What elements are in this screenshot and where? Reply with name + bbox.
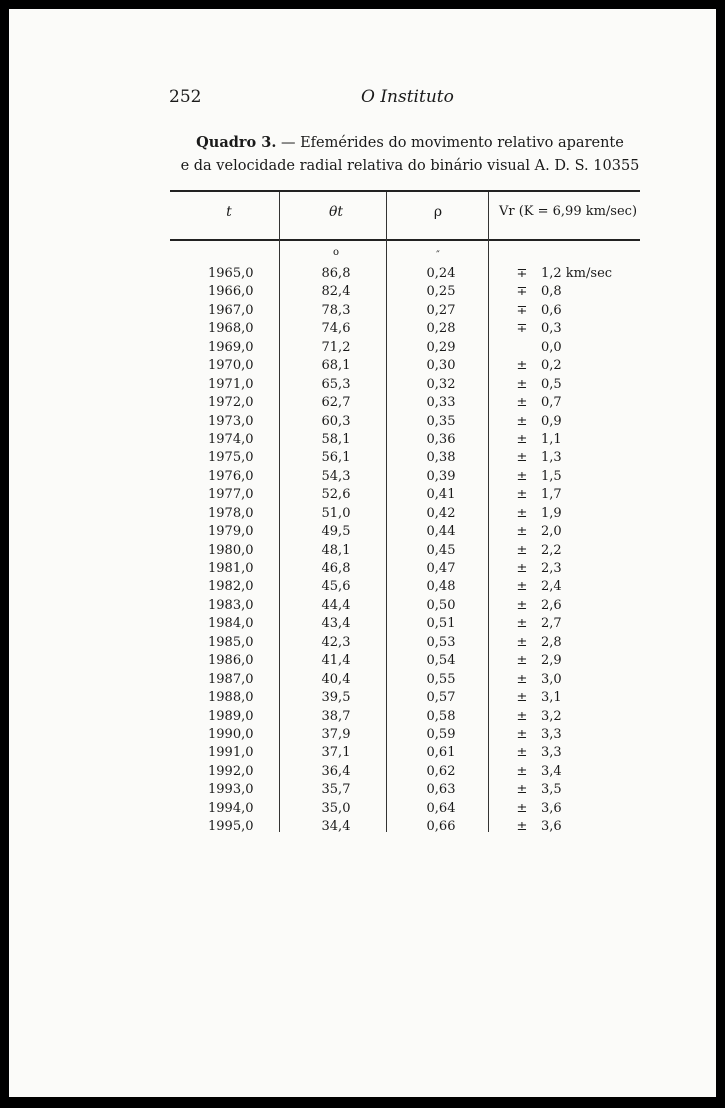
cell-vr: 1,9 [541, 505, 562, 521]
cell-vr: 3,1 [541, 690, 562, 706]
cell-rho: 0,45 [426, 542, 456, 558]
table-row [170, 597, 640, 615]
cell-t: 1971,0 [208, 376, 254, 392]
cell-vr: 0,6 [541, 302, 562, 318]
table-row [170, 283, 640, 301]
cell-sign: ± [516, 413, 528, 429]
cell-rho: 0,57 [426, 690, 456, 706]
cell-t: 1966,0 [208, 284, 254, 300]
cell-rho: 0,66 [426, 819, 456, 835]
cell-t: 1990,0 [208, 726, 254, 742]
cell-vr: 1,5 [541, 468, 562, 484]
cell-rho: 0,36 [426, 431, 456, 447]
cell-theta: 78,3 [321, 302, 351, 318]
cell-rho: 0,30 [426, 358, 456, 374]
cell-sign: ± [516, 726, 528, 742]
cell-rho: 0,38 [426, 450, 456, 466]
cell-theta: 43,4 [321, 616, 351, 632]
cell-t: 1991,0 [208, 745, 254, 761]
cell-rho: 0,42 [426, 505, 456, 521]
cell-rho: 0,25 [426, 284, 456, 300]
cell-theta: 52,6 [321, 487, 351, 503]
cell-theta: 54,3 [321, 468, 351, 484]
cell-vr: 2,3 [541, 561, 562, 576]
cell-theta: 56,1 [321, 450, 351, 466]
cell-theta: 34,4 [321, 819, 351, 835]
cell-theta: 45,6 [321, 579, 351, 595]
cell-theta: 68,1 [321, 358, 351, 374]
cell-vr: 2,7 [541, 616, 562, 632]
caption-label: Quadro 3. [196, 134, 277, 151]
cell-theta: 74,6 [321, 321, 351, 337]
table-row [170, 265, 640, 283]
table-row [170, 744, 640, 762]
cell-rho: 0,24 [426, 266, 456, 281]
cell-t: 1970,0 [208, 358, 254, 374]
cell-sign: ∓ [516, 266, 528, 281]
cell-theta: 60,3 [321, 413, 351, 429]
table-row [170, 486, 640, 504]
cell-sign: ± [516, 616, 528, 632]
cell-rho: 0,29 [426, 339, 456, 355]
cell-theta: 35,0 [321, 800, 351, 816]
arcsec-unit: ″ [436, 250, 440, 261]
cell-rho: 0,27 [426, 302, 456, 318]
cell-rho: 0,63 [426, 782, 456, 798]
cell-vr: 3,3 [541, 726, 562, 742]
cell-theta: 40,4 [321, 671, 351, 687]
table-top-rule [170, 190, 640, 192]
cell-theta: 51,0 [321, 505, 351, 521]
cell-sign: ± [516, 782, 528, 798]
cell-sign: ± [516, 468, 528, 484]
cell-t: 1981,0 [208, 561, 254, 576]
cell-t: 1994,0 [208, 800, 254, 816]
table-row [170, 818, 640, 836]
table-row [170, 302, 640, 320]
table-row [170, 394, 640, 412]
table-row [170, 523, 640, 541]
cell-sign: ± [516, 690, 528, 706]
cell-rho: 0,39 [426, 468, 456, 484]
cell-vr: 0,3 [541, 321, 562, 337]
table-row [170, 652, 640, 670]
cell-rho: 0,61 [426, 745, 456, 761]
cell-rho: 0,59 [426, 726, 456, 742]
cell-t: 1985,0 [208, 634, 254, 650]
cell-t: 1967,0 [208, 302, 254, 318]
caption-line-1: — Efemérides do movimento relativo aparente [276, 135, 624, 151]
cell-vr: 1,1 [541, 431, 562, 447]
cell-theta: 48,1 [321, 542, 351, 558]
cell-sign: ± [516, 524, 528, 540]
page-number: 252 [169, 87, 202, 107]
cell-rho: 0,48 [426, 579, 456, 595]
cell-rho: 0,54 [426, 653, 456, 669]
table-row [170, 560, 640, 578]
cell-rho: 0,55 [426, 671, 456, 687]
cell-sign: ± [516, 487, 528, 503]
caption-line-2: e da velocidade radial relativa do binário visual A. D. S. 10355 [180, 158, 640, 174]
cell-sign: ± [516, 431, 528, 447]
table-row [170, 320, 640, 338]
cell-sign: ± [516, 505, 528, 521]
cell-vr: 0,5 [541, 376, 562, 392]
table-row [170, 708, 640, 726]
cell-t: 1968,0 [208, 321, 254, 337]
cell-vr: 0,9 [541, 413, 562, 429]
table-row [170, 468, 640, 486]
cell-vr: 0,8 [541, 284, 562, 300]
cell-vr: 2,6 [541, 597, 562, 613]
cell-rho: 0,58 [426, 708, 456, 724]
table-row [170, 376, 640, 394]
header-t: t [226, 204, 232, 220]
cell-t: 1989,0 [208, 708, 254, 724]
table-row [170, 339, 640, 357]
cell-t: 1979,0 [208, 524, 254, 540]
cell-theta: 86,8 [321, 266, 351, 281]
cell-t: 1986,0 [208, 653, 254, 669]
cell-vr: 0,2 [541, 358, 562, 374]
cell-t: 1969,0 [208, 339, 254, 355]
table-row [170, 542, 640, 560]
cell-theta: 37,9 [321, 726, 351, 742]
cell-rho: 0,33 [426, 395, 456, 411]
cell-sign: ± [516, 745, 528, 761]
cell-sign: ∓ [516, 302, 528, 318]
cell-sign: ± [516, 450, 528, 466]
cell-sign: ± [516, 542, 528, 558]
table-row [170, 505, 640, 523]
cell-t: 1987,0 [208, 671, 254, 687]
cell-t: 1976,0 [208, 468, 254, 484]
degree-unit: o [332, 247, 340, 258]
cell-sign: ± [516, 358, 528, 374]
cell-theta: 38,7 [321, 708, 351, 724]
cell-theta: 65,3 [321, 376, 351, 392]
cell-rho: 0,64 [426, 800, 456, 816]
table-body [170, 265, 640, 837]
table-caption [170, 131, 650, 178]
cell-t: 1977,0 [208, 487, 254, 503]
cell-t: 1974,0 [208, 431, 254, 447]
document-page [9, 9, 716, 1097]
cell-rho: 0,44 [426, 524, 456, 540]
cell-vr: 3,3 [541, 745, 562, 761]
cell-t: 1983,0 [208, 597, 254, 613]
cell-sign: ± [516, 395, 528, 411]
table-row [170, 634, 640, 652]
cell-rho: 0,35 [426, 413, 456, 429]
cell-sign: ± [516, 579, 528, 595]
cell-vr: 2,4 [541, 579, 562, 595]
cell-theta: 46,8 [321, 561, 351, 576]
cell-t: 1973,0 [208, 413, 254, 429]
cell-vr: 1,2 km/sec [541, 266, 613, 281]
cell-sign: ± [516, 763, 528, 779]
cell-sign: ∓ [516, 321, 528, 337]
cell-sign: ± [516, 800, 528, 816]
cell-t: 1965,0 [208, 266, 254, 281]
cell-vr: 3,6 [541, 800, 562, 816]
table-row [170, 413, 640, 431]
table-row [170, 763, 640, 781]
cell-sign: ± [516, 653, 528, 669]
cell-rho: 0,50 [426, 597, 456, 613]
table-header-rule [170, 239, 640, 241]
cell-sign: ± [516, 671, 528, 687]
table-row [170, 357, 640, 375]
header-theta: θt [328, 204, 344, 220]
cell-theta: 82,4 [321, 284, 351, 300]
cell-rho: 0,32 [426, 376, 456, 392]
cell-theta: 58,1 [321, 431, 351, 447]
cell-vr: 2,2 [541, 542, 562, 558]
cell-t: 1988,0 [208, 690, 254, 706]
cell-t: 1980,0 [208, 542, 254, 558]
table-row [170, 615, 640, 633]
cell-t: 1972,0 [208, 395, 254, 411]
cell-t: 1982,0 [208, 579, 254, 595]
cell-vr: 3,6 [541, 819, 562, 835]
cell-rho: 0,28 [426, 321, 456, 337]
cell-rho: 0,51 [426, 616, 456, 632]
cell-sign: ∓ [516, 284, 528, 300]
table-row [170, 449, 640, 467]
cell-t: 1978,0 [208, 505, 254, 521]
cell-vr: 0,7 [541, 395, 562, 411]
cell-sign: ± [516, 376, 528, 392]
cell-sign: ± [516, 819, 528, 835]
table-row [170, 431, 640, 449]
running-title: O Instituto [361, 87, 454, 107]
cell-vr: 3,2 [541, 708, 562, 724]
table-row [170, 689, 640, 707]
cell-theta: 39,5 [321, 690, 351, 706]
cell-sign: ± [516, 634, 528, 650]
table-row [170, 800, 640, 818]
cell-theta: 49,5 [321, 524, 351, 540]
cell-theta: 71,2 [321, 339, 351, 355]
table-row [170, 781, 640, 799]
cell-rho: 0,47 [426, 561, 456, 576]
cell-rho: 0,41 [426, 487, 456, 503]
header-rho: ρ [433, 204, 443, 220]
cell-vr: 3,5 [541, 782, 562, 798]
cell-theta: 35,7 [321, 782, 351, 798]
cell-theta: 41,4 [321, 653, 351, 669]
cell-vr: 3,4 [541, 763, 562, 779]
cell-sign: ± [516, 561, 528, 576]
cell-t: 1993,0 [208, 782, 254, 798]
cell-vr: 1,3 [541, 450, 562, 466]
cell-vr: 1,7 [541, 487, 562, 503]
cell-vr: 0,0 [541, 339, 562, 355]
cell-rho: 0,53 [426, 634, 456, 650]
cell-theta: 44,4 [321, 597, 351, 613]
cell-vr: 2,9 [541, 653, 562, 669]
table-row [170, 578, 640, 596]
header-vr: Vr (K = 6,99 km/sec) [498, 204, 638, 219]
cell-t: 1975,0 [208, 450, 254, 466]
cell-t: 1992,0 [208, 763, 254, 779]
cell-t: 1984,0 [208, 616, 254, 632]
cell-sign: ± [516, 708, 528, 724]
cell-rho: 0,62 [426, 763, 456, 779]
cell-theta: 62,7 [321, 395, 351, 411]
cell-vr: 2,8 [541, 634, 562, 650]
cell-vr: 2,0 [541, 524, 562, 540]
cell-theta: 37,1 [321, 745, 351, 761]
table-row [170, 671, 640, 689]
cell-t: 1995,0 [208, 819, 254, 835]
table-row [170, 726, 640, 744]
cell-sign: ± [516, 597, 528, 613]
cell-theta: 36,4 [321, 763, 351, 779]
cell-vr: 3,0 [541, 671, 562, 687]
cell-theta: 42,3 [321, 634, 351, 650]
